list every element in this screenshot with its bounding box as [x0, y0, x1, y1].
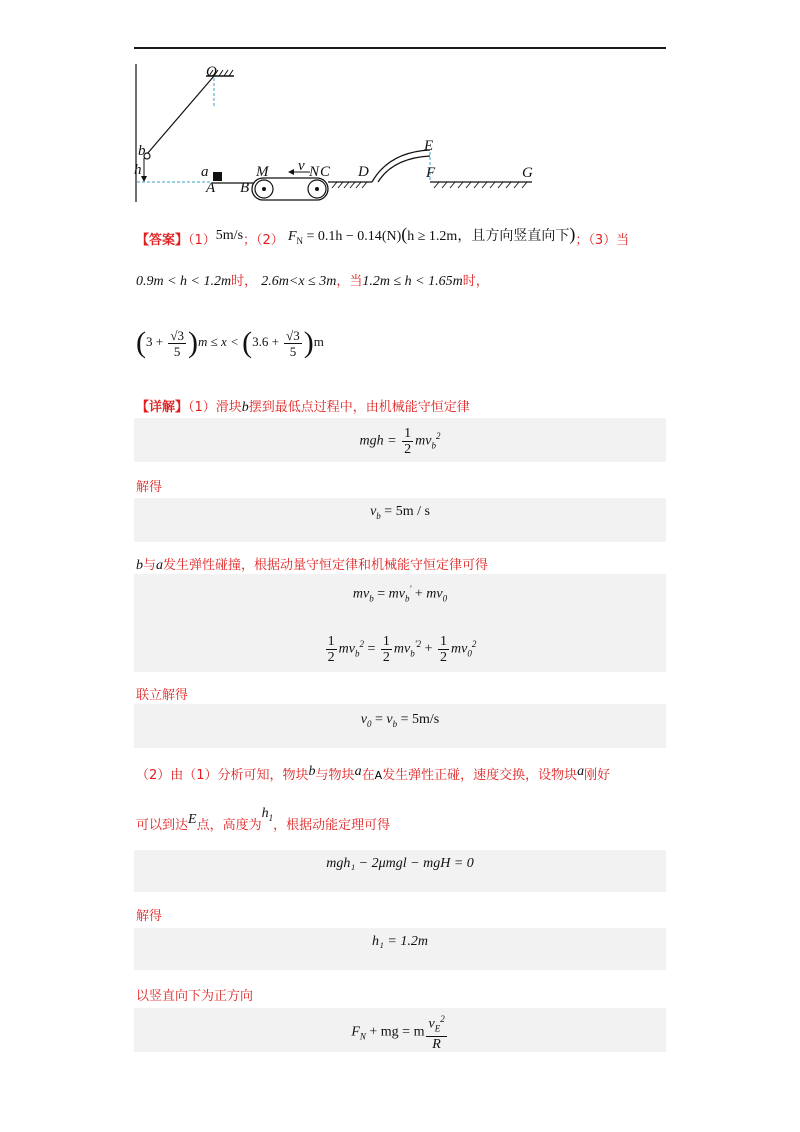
answer-v1: 5m/s — [215, 228, 244, 243]
answer-fn: $F_N = 0.1h - 0.14(N)(h \ge 1.2m$，且方向竖直向下) — [287, 224, 576, 246]
diagram-svg — [134, 62, 554, 202]
label-M: M — [256, 164, 269, 180]
label-b: b — [138, 143, 146, 159]
answer-line-2: 0.9m < h < 1.2m时， 2.6m<x ≤ 3m，当1.2m ≤ h < 1.65m时， — [136, 274, 489, 289]
label-N: N — [309, 164, 320, 180]
label-E: E — [424, 138, 434, 154]
top-rule — [134, 47, 666, 49]
eq-box-2: $v_b = 5m / s$ — [134, 498, 666, 542]
label-B: B — [240, 180, 250, 196]
tube-inner — [378, 156, 430, 182]
h-arrowhead — [141, 176, 147, 182]
ground-cd-hatch — [332, 182, 367, 188]
label-v: v — [298, 158, 305, 174]
solve-3: 解得 — [136, 909, 163, 924]
physics-diagram — [134, 62, 554, 202]
ground-fg-hatch — [434, 182, 527, 188]
solve-1: 解得 — [136, 480, 163, 495]
part2-line-2: 可以到达E点，高度为$h_1$，根据动能定理可得 — [136, 806, 391, 833]
direction-line: 以竖直向下为正方向 — [136, 989, 254, 1004]
collide-line: b与a发生弹性碰撞，根据动量守恒定律和机械能守恒定律可得 — [136, 558, 489, 573]
eq-box-6: h₁ = 1.2m — [134, 928, 666, 970]
label-F: F — [426, 165, 436, 181]
label-o: O — [206, 64, 217, 80]
label-h: h — [134, 162, 142, 178]
detail-intro: 【详解】（1）滑块b摆到最低点过程中，由机械能守恒定律 — [136, 400, 470, 415]
eq-momentum: $mv_b = mv_b' + mv_0$ — [352, 584, 448, 604]
answer-tag: 【答案】 — [136, 233, 189, 248]
pendulum-string — [147, 76, 214, 154]
eq-box-7: $F_N$ + mg = m $\frac{v_E^2}{R}$ — [134, 1008, 666, 1052]
eq-box-5: mgh₁ − 2μmgl − mgH = 0 — [134, 850, 666, 892]
part2-line-1: （2）由（1）分析可知，物块b与物块a在A发生弹性正碰，速度交换，设物块a刚好 — [136, 764, 611, 783]
eq-box-3 — [134, 574, 666, 672]
answer-range: (3 + $\frac{√3}{5}$ )m ≤ x < (3.6 + $\frac{√3}{5}$ )m — [136, 326, 324, 359]
eq-box-4: $v_0 = v_b = 5m/s$ — [134, 704, 666, 748]
eq-box-1: mgh = $\frac{1}{2}$ $mv_b^2$ — [134, 418, 666, 462]
label-A: A — [206, 180, 216, 196]
label-C: C — [320, 164, 331, 180]
eq-energy: $\frac{1}{2}$ $mv_b^2$ = $\frac{1}{2}$ $mv_b^{'2}$ + $\frac{1}{2}$ $mv_0^2$ — [327, 634, 477, 665]
answer-line-1: 【答案】（1）5m/s；（2） $F_N = 0.1h - 0.14(N)(h \ge 1.2m$，且方向竖直向下)；（3）当 — [136, 224, 630, 248]
label-a: a — [201, 164, 209, 180]
label-G: G — [522, 165, 533, 181]
label-D: D — [358, 164, 369, 180]
solve-2: 联立解得 — [136, 688, 189, 703]
